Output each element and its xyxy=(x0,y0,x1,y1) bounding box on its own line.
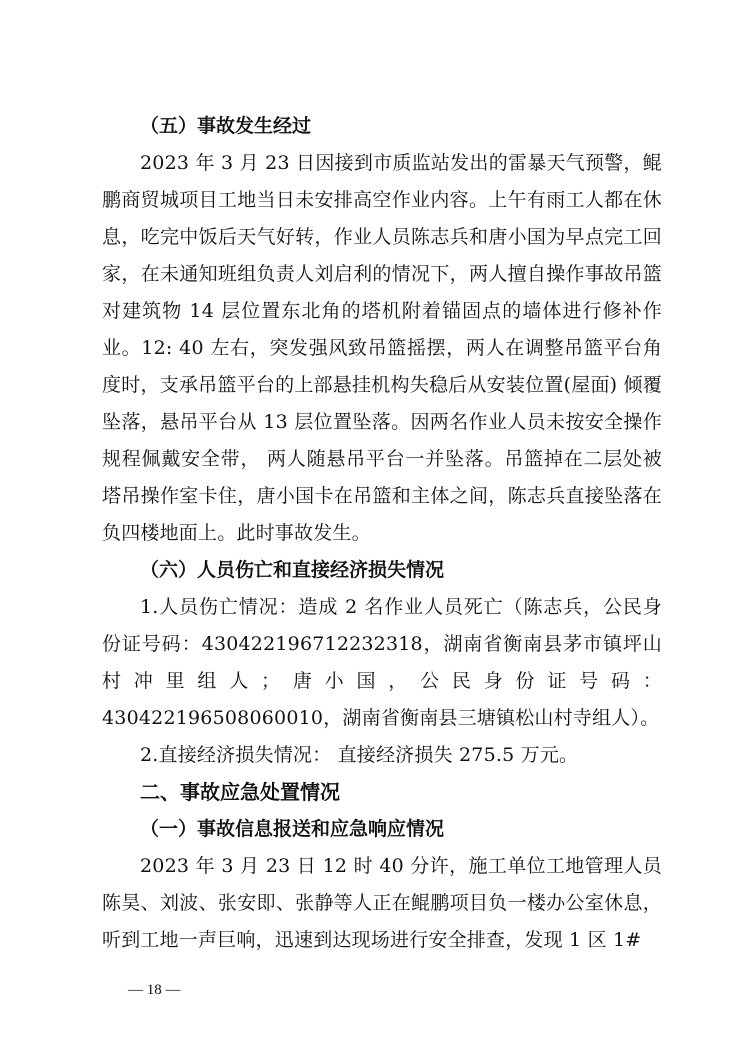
paragraph-accident-process: 2023 年 3 月 23 日因接到市质监站发出的雷暴天气预警，鲲鹏商贸城项目工地当日未安排高空作业内容。上午有雨工人都在休息，吃完中饭后天气好转，作业人员陈志兵和唐小国为早点完工回家，在未通知班组负责人刘启利的情况下，两人擅自操作事故吊篮对建筑物 14 层位置东北角的塔机附着锚固点的墙体进行修补作业。12: 40 左右，突发强风致吊篮摇摆，两人在调整吊篮平台角度时，支承吊篮平台的上部悬挂机构失稳后从安装位置(屋面) 倾覆坠落，悬吊平台从 13 层位置坠落。因两名作业人员未按安全操作规程佩戴安全带， 两人随悬吊平台一并坠落。吊篮掉在二层处被塔吊操作室卡住，唐小国卡在吊篮和主体之间，陈志兵直接坠落在负四楼地面上。此时事故发生。 xyxy=(102,152,662,544)
page-number: — 18 — xyxy=(128,982,181,998)
paragraph-emergency-response: 2023 年 3 月 23 日 12 时 40 分许，施工单位工地管理人员陈昊、刘波、张安即、张静等人正在鲲鹏项目负一楼办公室休息，听到工地一声巨响，迅速到达现场进行安全排查，发现 1 区 1# xyxy=(102,855,662,951)
chapter-heading-2: 二、事故应急处置情况 xyxy=(140,780,340,804)
section-heading-6: （六）人员伤亡和直接经济损失情况 xyxy=(140,559,445,581)
paragraph-economic-loss: 2.直接经济损失情况： 直接经济损失 275.5 万元。 xyxy=(140,744,579,766)
paragraph-casualties: 1.人员伤亡情况：造成 2 名作业人员死亡（陈志兵，公民身份证号码：430422196712232318，湖南省衡南县茅市镇坪山村冲里组人；唐小国，公民身份证号码：430422196508060010，湖南省衡南县三塘镇松山村寺组人）。 xyxy=(102,596,662,729)
page-body xyxy=(102,108,662,959)
section-heading-2-1: （一）事故信息报送和应急响应情况 xyxy=(140,818,445,840)
section-heading-5: （五）事故发生经过 xyxy=(140,115,312,137)
